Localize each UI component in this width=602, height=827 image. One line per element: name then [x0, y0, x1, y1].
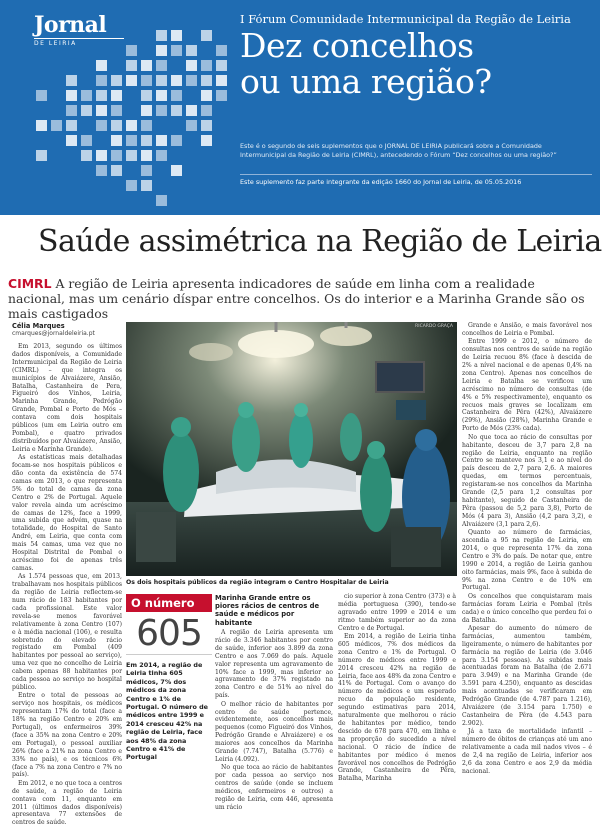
- author-email[interactable]: cmarques@jornaldeleiria.pt: [12, 330, 95, 337]
- pattern-square: [156, 105, 167, 116]
- pattern-square: [171, 165, 182, 176]
- jornal-de-leiria-logo: [34, 14, 124, 47]
- paragraph: A região de Leiria apresenta um rácio de 3.346 habitantes por centro de saúde, inferior aos 3.899 da zona Centro e aos 7.069 do país. Aquele valor representa um agravamento de 10% face a 1999, mas inferior ao agravamento de 37% registado na zona Centro e de 51% ao nível do país.: [215, 629, 333, 700]
- paragraph: No que toca ao rácio de consultas por habitante, desceu de 3,7 para 2,8 na região de Leiria, enquanto na região Centro se manteve nos 3,1 e ao nível do país desceu de 2,7 para 2,6. A maiores quedas, em termos percentuais, registaram-se nos concelhos da Marinha Grande (2,5 para 1,2 consultas por habitante), seguido de Castanheira de Pêra (passou de 5,2 para 3,8), Porto de Mós (4 para 3), Ansião (4,2 para 3,2), e Alvaiázere (3,1 para 2,6).: [462, 433, 592, 528]
- pattern-square: [201, 30, 212, 41]
- pattern-square: [216, 45, 227, 56]
- paragraph: Os concelhos que conquistaram mais farmácias foram Leiria e Pombal (três cada) e o único concelho que perdeu foi o da Batalha.: [462, 592, 592, 624]
- headline-line-1: Dez concelhos: [240, 26, 474, 65]
- lede-tag: CIMRL: [8, 276, 52, 291]
- pattern-square: [186, 45, 197, 56]
- paragraph: As estatísticas mais detalhadas focam-se nos hospitais públicos e dão conta da existência de 574 camas em 2013, o que representa 5% do total de camas da zona Centro e 2% de Portugal. Aquele valor revela ainda um acréscimo de camas de 12%, face a 1999, uma subida que advém, quase na totalidade, do Hospital de Santo André, em Leiria, que conta com mais 54 camas, uma vez que no Hospital Distrital de Pombal o acréscimo foi de apenas três camas.: [12, 454, 122, 572]
- pattern-square: [111, 135, 122, 146]
- paragraph: O melhor rácio de habitantes por centro de saúde pertence, evidentemente, aos concelhos mais pequenos (como Figueiró dos Vinhos, Pedrógão Grande e Alvaiázere) e os maiores aos concelhos da Marinha Grande (7.747), Batalha (5.776) e Leiria (4.092).: [215, 700, 333, 763]
- paragraph: Em 2012, e no que toca a centros de saúde, a região de Leiria contava com 11, enquanto em 2011 (últimos dados disponíveis) apresentava 77 extensões de centros de saúde.: [12, 779, 122, 827]
- pattern-square: [66, 75, 77, 86]
- pattern-square: [216, 60, 227, 71]
- pattern-square: [156, 90, 167, 101]
- logo-word: Jornal: [34, 12, 107, 38]
- paragraph: Grande e Ansião, e mais favorável nos concelhos de Leiria e Pombal.: [462, 322, 592, 337]
- sidebar-headline: Marinha Grande entre os piores rácios de centros de saúde e médicos por habitante: [215, 594, 320, 627]
- number-box-value: 605: [126, 614, 212, 655]
- pattern-square: [111, 120, 122, 131]
- pattern-square: [186, 120, 197, 131]
- article-column-1: [12, 343, 122, 827]
- pattern-square: [141, 180, 152, 191]
- pattern-square: [186, 75, 197, 86]
- pattern-square: [36, 90, 47, 101]
- pattern-square: [141, 120, 152, 131]
- pattern-square: [171, 75, 182, 86]
- pattern-square: [96, 120, 107, 131]
- pattern-square: [96, 150, 107, 161]
- pattern-square: [96, 165, 107, 176]
- paragraph: Em 2013, segundo os últimos dados disponíveis, a Comunidade Intermunicipal da Região de Leiria (CIMRL) – que integra os municípios de Alvaiázere, Ansião, Batalha, Castanheira de Pera, Figueiró dos Vinhos, Leiria, Marinha Grande, Pedrógão Grande, Pombal e Porto de Mós – contava com dois hospitais públicos (um em Leiria outro em Pombal), e quatro privados distribuídos por Alvaiázere, Ansião, Leiria e Marinha Grande).: [12, 343, 122, 453]
- supplement-header: [0, 0, 600, 215]
- article-title: Saúde assimétrica na Região de Leiria: [38, 224, 602, 259]
- pattern-square: [216, 75, 227, 86]
- photo-caption: Os dois hospitais públicos da região integram o Centro Hospitalar de Leiria: [126, 579, 389, 586]
- pattern-square: [186, 60, 197, 71]
- pattern-square: [81, 150, 92, 161]
- pattern-square: [96, 105, 107, 116]
- pattern-square: [51, 120, 62, 131]
- pattern-square: [36, 120, 47, 131]
- author-byline: [12, 322, 122, 337]
- pattern-square: [66, 90, 77, 101]
- paragraph: Já a taxa de mortalidade infantil – número de óbitos de crianças até um ano relativamente a cada mil nados vivos – é de 2,4 na região de Leiria, inferior aos 2,6 da zona Centro e aos 2,9 da média nacional.: [462, 728, 592, 775]
- paragraph: cio superior à zona Centro (373) e à média portuguesa (390), tendo-se agravado entre 1999 e 2014 e um ritmo também superior ao da zona Centro e de Portugal.: [338, 593, 456, 632]
- pattern-square: [156, 150, 167, 161]
- pattern-square: [156, 135, 167, 146]
- pattern-square: [111, 165, 122, 176]
- pattern-square: [141, 60, 152, 71]
- pattern-square: [201, 105, 212, 116]
- pattern-square: [81, 105, 92, 116]
- pattern-square: [186, 105, 197, 116]
- pattern-square: [66, 105, 77, 116]
- pattern-square: [201, 90, 212, 101]
- paragraph: Entre o total de pessoas ao serviço nos hospitais, os médicos representam 17% do total (face a 18% na região Centro e 20% em Portugal), os enfermeiros 39% (face a 35% na zona Centro e 20% em Portugal), o pessoal auxiliar 26% (face a 21% na zona Centro e 33% no país), e os técnicos 6% (face a 7% na zona Centro e 7% no país).: [12, 692, 122, 779]
- pattern-square: [171, 30, 182, 41]
- author-name: Célia Marques: [12, 322, 65, 330]
- paragraph: No que toca ao rácio de habitantes por cada pessoa ao serviço nos centros de saúde (onde se incluem médicos, enfermeiros e outros) a região de Leiria, com 446, apresenta um rácio: [215, 764, 333, 811]
- pattern-square: [36, 150, 47, 161]
- pattern-square: [96, 75, 107, 86]
- pattern-square: [201, 60, 212, 71]
- photo-illustration: [126, 322, 457, 576]
- pattern-square: [171, 90, 182, 101]
- pattern-square: [111, 105, 122, 116]
- article-column-4: [338, 593, 456, 783]
- pattern-square: [96, 60, 107, 71]
- paragraph: Quanto ao número de farmácias, ascendia a 95 na região de Leiria, em 2014, o que representa 17% da zona Centro e 3% do país. De notar que, entre 1990 e 2014, a região de Leiria ganhou oito farmácias, mais 9%, face à subida de 9% na zona Centro e de 10% em Portugal.: [462, 529, 592, 592]
- pattern-square: [141, 150, 152, 161]
- pattern-square: [111, 150, 122, 161]
- article-column-3: [215, 629, 333, 811]
- pattern-square: [111, 90, 122, 101]
- pattern-square: [126, 150, 137, 161]
- photo-credit: RICARDO GRAÇA: [415, 324, 453, 329]
- hospital-operating-room-photo: [126, 322, 457, 576]
- pattern-square: [141, 75, 152, 86]
- pattern-square: [141, 105, 152, 116]
- pattern-square: [171, 135, 182, 146]
- headline-line-2: ou uma região?: [240, 62, 492, 101]
- number-box-title: O número: [126, 594, 212, 612]
- pattern-square: [66, 120, 77, 131]
- article-lede: [8, 276, 588, 321]
- pattern-square: [96, 90, 107, 101]
- pattern-square: [126, 135, 137, 146]
- edition-note: Este suplemento faz parte integrante da edição 1660 do Jornal de Leiria, de 05.05.2016: [240, 174, 592, 186]
- logo-subtitle: DE LEIRIA: [34, 38, 124, 47]
- pattern-square: [66, 135, 77, 146]
- pattern-square: [111, 75, 122, 86]
- pattern-square: [201, 75, 212, 86]
- pattern-square: [201, 120, 212, 131]
- paragraph: Entre 1999 e 2012, o número de consultas nos centros de saúde na região de Leiria recuou 8% (face à descida de 2% a nível nacional e de apenas 0,4% na zona Centro). Apenas nos concelhos de Leiria e Batalha se verificou um acréscimo no número de consultas (de 4% e 5% respectivamente), enquanto os recuos mais graves se localizam em Castanheira de Pêra (42%), Alvaiázere (29%), Ansião (28%), Marinha Grande e Porto de Mós (23% cada).: [462, 338, 592, 433]
- pattern-square: [171, 105, 182, 116]
- supplement-note: Este é o segundo de seis suplementos que o JORNAL DE LEIRIA publicará sobre a Comunidade Intermunicipal da Região de Leiria (CIMRL), antecedendo o Fórum “Dez concelhos ou uma região?”: [240, 142, 557, 159]
- pattern-square: [141, 90, 152, 101]
- number-box-text: Em 2014, a região de Leiria tinha 605 médicos, 7% dos médicos da zona Centro e 1% de Portugal. O número de médicos entre 1999 e 2014 cresceu 42% na região de Leiria, face aos 48% da zona Centro e 41% de Portugal: [126, 661, 208, 762]
- lede-text: A região de Leiria apresenta indicadores de saúde em linha com a realidade nacional, mas um cenário díspar entre concelhos. Os do interior e a Marinha Grande são os mais castigados: [8, 276, 585, 321]
- paragraph: As 1.574 pessoas que, em 2013, trabalhavam nos hospitais públicos da região de Leiria reflectem-se num rácio de 183 habitantes por cada profissional. Este valor revela-se menos favorável relativamente à zona Centro (107) e à média nacional (106), e resulta sobretudo do elevado rácio registado em Pombal (409 habitantes por pessoal ao serviço), uma vez que no concelho de Leiria cabem apenas 88 habitantes por cada pessoa ao serviço no hospital público.: [12, 573, 122, 691]
- pattern-square: [171, 45, 182, 56]
- pattern-square: [81, 90, 92, 101]
- pattern-square: [126, 60, 137, 71]
- pattern-square: [156, 195, 167, 206]
- pattern-square: [156, 60, 167, 71]
- pattern-square: [201, 135, 212, 146]
- pattern-square: [141, 135, 152, 146]
- pattern-square: [126, 180, 137, 191]
- forum-title: I Fórum Comunidade Intermunicipal da Região de Leiria: [240, 12, 571, 26]
- supplement-headline: [240, 28, 600, 100]
- paragraph: Apesar do aumento do número de farmácias, aumentou também, ligeiramente, o número de habitantes por farmácia na região de Leiria (de 3.046 para 3.154 pessoas). As subidas mais acentuadas foram na Batalha (de 2.671 para 3.949) e na Marinha Grande (de 3.591 para 4.250), enquanto as descidas mais acentuadas se verificaram em Pedrógão Grande (de 4.787 para 1.216), Alvaiázere (de 3.154 para 1.750) e Castanheira de Pêra (de 4.543 para 2.902).: [462, 624, 592, 727]
- pattern-square: [216, 90, 227, 101]
- article-column-right: [462, 322, 592, 784]
- pattern-square: [126, 75, 137, 86]
- pattern-square: [156, 75, 167, 86]
- pattern-square: [156, 45, 167, 56]
- pattern-square: [126, 45, 137, 56]
- pattern-square: [81, 135, 92, 146]
- pattern-square: [141, 165, 152, 176]
- pattern-square: [156, 30, 167, 41]
- paragraph: Em 2014, a região de Leiria tinha 605 médicos, 7% dos médicos da zona Centro e 1% de Portugal. O número de médicos entre 1999 e 2014 cresceu 42% na região de Leiria, face aos 48% da zona Centro e 41% de Portugal. Com o avanço do número de médicos e um esperado recuo da população residente, segundo estimativas para 2014, naturalmente que melhorou o rácio de habitantes por médico, tendo descido de 678 para 470, em linha e na proporção do sucedido a nível nacional. O rácio de índice de habitantes por médico é menos favorável nos concelhos de Pedrógão Grande, Castanheira de Pêra, Batalha, Marinha: [338, 633, 456, 783]
- pattern-square: [126, 120, 137, 131]
